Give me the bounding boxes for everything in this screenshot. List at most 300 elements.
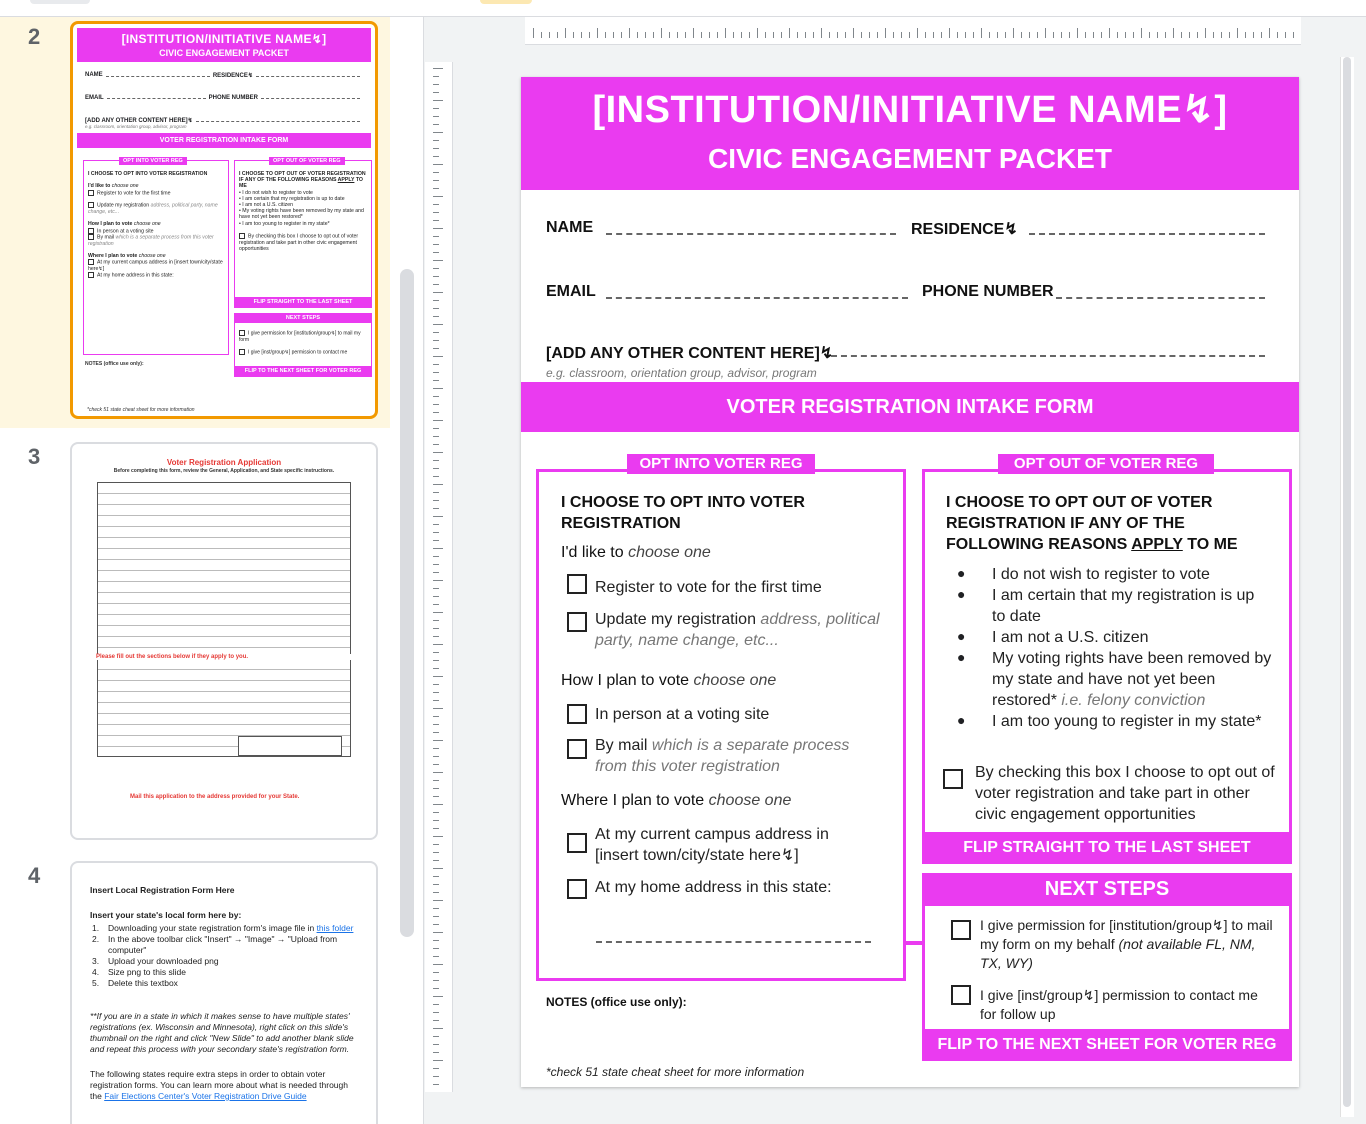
mini-title: [INSTITUTION/INITIATIVE NAME↯] — [121, 32, 327, 46]
vertical-ruler[interactable] — [425, 62, 453, 1092]
ruler-tick — [433, 676, 443, 677]
ruler-tick — [1141, 28, 1142, 38]
ruler-tick — [433, 788, 439, 789]
ruler-tick — [725, 28, 726, 38]
campus-address-checkbox[interactable] — [567, 833, 587, 853]
ruler-tick — [433, 628, 439, 629]
slide-header — [521, 77, 1299, 190]
mini-flip1: FLIP STRAIGHT TO THE LAST SHEET — [234, 297, 372, 307]
ruler-tick — [433, 404, 439, 405]
ruler-tick — [433, 396, 439, 397]
ruler-tick — [765, 32, 766, 38]
ruler-tick — [433, 556, 439, 557]
ruler-tick — [1021, 32, 1022, 38]
ruler-tick — [433, 524, 439, 525]
ruler-tick — [1109, 28, 1110, 38]
email-line — [606, 297, 908, 299]
mini-subtitle: CIVIC ENGAGEMENT PACKET — [159, 48, 289, 58]
ruler-tick — [433, 588, 439, 589]
ruler-tick — [1157, 32, 1158, 38]
ruler-tick — [981, 28, 982, 38]
option-text: At my home address in this state: — [595, 879, 832, 896]
ruler-tick — [1245, 32, 1246, 38]
ruler-tick — [1285, 32, 1286, 38]
phone-label: PHONE NUMBER — [922, 283, 1054, 300]
ruler-tick — [433, 1068, 439, 1069]
next-step-text: I give [inst/group↯] permission to contact me for follow up — [980, 987, 1258, 1022]
mini4-paragraph: The following states require extra steps in order to obtain voter registration forms. You can learn more about what is needed through the Fair Elections Center's Voter Registration Drive Guide — [90, 1069, 348, 1101]
name-line — [606, 233, 896, 235]
ruler-tick — [433, 988, 439, 989]
ruler-tick — [565, 28, 566, 38]
slide-number: 2 — [28, 24, 41, 49]
ruler-tick — [629, 28, 630, 38]
ruler-tick — [433, 548, 443, 549]
opt-in-heading: I CHOOSE TO OPT INTO VOTER REGISTRATION — [561, 494, 805, 532]
list-item: 2. In the above toolbar click "Insert" → "Image" → "Upload from computer" — [92, 934, 338, 955]
ruler-tick — [433, 604, 439, 605]
update-registration-checkbox[interactable] — [567, 612, 587, 632]
ruler-tick — [1133, 32, 1134, 38]
ruler-tick — [433, 364, 439, 365]
mini-next-box: I give permission for [institution/group↯] to mail my form I give [inst/group↯] permission to contact me — [234, 313, 372, 377]
ruler-tick — [433, 908, 439, 909]
ruler-tick — [645, 32, 646, 38]
ruler-tick — [433, 532, 439, 533]
filmstrip-row-4[interactable] — [0, 843, 390, 1124]
register-first-time-checkbox[interactable] — [567, 574, 587, 594]
ruler-tick — [813, 32, 814, 38]
ruler-tick — [433, 636, 439, 637]
ruler-tick — [1013, 28, 1014, 38]
mail-permission-checkbox[interactable] — [951, 920, 971, 940]
mini-hint: e.g. classroom, orientation group, advisor, program — [85, 124, 187, 129]
next-steps-title: NEXT STEPS — [922, 873, 1292, 906]
ruler-tick — [433, 764, 439, 765]
ruler-tick — [933, 32, 934, 38]
list-item: 3. Upload your downloaded png — [92, 956, 219, 966]
slide-subtitle[interactable]: CIVIC ENGAGEMENT PACKET — [708, 143, 1112, 174]
ruler-tick — [709, 32, 710, 38]
home-address-line — [596, 941, 871, 943]
ruler-tick — [433, 1084, 439, 1085]
mini4-subheading: Insert your state's local form here by: — [90, 910, 242, 920]
mini-row-email — [85, 95, 363, 101]
bullet-icon: ● — [957, 712, 966, 728]
ruler-tick — [1149, 32, 1150, 38]
ruler-tick — [433, 180, 439, 181]
ruler-tick — [433, 76, 439, 77]
ruler-tick — [1237, 28, 1238, 38]
ruler-tick — [1205, 28, 1206, 38]
ruler-tick — [433, 164, 443, 165]
ruler-tick — [677, 32, 678, 38]
ruler-tick — [433, 580, 443, 581]
residence-line — [1029, 233, 1265, 235]
mini-instructions — [72, 863, 376, 1102]
ruler-tick — [433, 124, 439, 125]
ruler-tick — [433, 836, 443, 837]
in-person-checkbox[interactable] — [567, 704, 587, 724]
ruler-tick — [433, 804, 443, 805]
mini-optout-box: I CHOOSE TO OPT OUT OF VOTER REGISTRATION IF ANY OF THE FOLLOWING REASONS APPLY TO ME • I do not wish to register to vote • I am certain that my registration is up to date • I am not a U.S. citizen • My voting rights have been removed by my state and have not yet been restored* • I am too young to register in my state* By checking this box I choose to opt out of voter registration and take part in other civic engagement opportunities — [234, 160, 372, 308]
email-label: EMAIL — [546, 283, 596, 300]
mini-header — [77, 28, 371, 62]
ruler-tick — [433, 348, 439, 349]
ruler-tick — [1197, 32, 1198, 38]
ruler-tick — [669, 32, 670, 38]
guide-link[interactable]: Fair Elections Center's Voter Registration Drive Guide — [104, 1091, 307, 1101]
ruler-tick — [597, 28, 598, 38]
ruler-tick — [433, 68, 443, 69]
connector — [903, 941, 923, 945]
ruler-tick — [433, 204, 439, 205]
ruler-tick — [433, 148, 439, 149]
ruler-tick — [433, 316, 439, 317]
mini-columns — [77, 148, 371, 374]
ruler-tick — [893, 32, 894, 38]
ruler-tick — [433, 644, 443, 645]
other-content-label: [ADD ANY OTHER CONTENT HERE]↯ — [546, 345, 834, 362]
by-mail-checkbox[interactable] — [567, 739, 587, 759]
opt-out-label: OPT OUT OF VOTER REG — [998, 454, 1214, 474]
ruler-tick — [1101, 32, 1102, 38]
ruler-tick — [433, 996, 443, 997]
ruler-tick — [805, 32, 806, 38]
mini-label: [ADD ANY OTHER CONTENT HERE]↯ — [85, 118, 193, 124]
ruler-tick — [653, 32, 654, 38]
ruler-tick — [433, 828, 439, 829]
filmstrip-row-3[interactable] — [0, 428, 390, 843]
slide-number: 3 — [28, 444, 41, 469]
ruler-tick — [1213, 32, 1214, 38]
ruler-tick — [941, 32, 942, 38]
ruler-tick — [433, 876, 439, 877]
mini4-steps — [90, 923, 358, 989]
ruler-tick — [433, 332, 439, 333]
ruler-tick — [1061, 32, 1062, 38]
ruler-tick — [757, 28, 758, 38]
ruler-tick — [965, 32, 966, 38]
ruler-tick — [433, 700, 439, 701]
mini-optin-label: OPT INTO VOTER REG — [119, 157, 187, 165]
ruler-tick — [433, 452, 443, 453]
ruler-tick — [693, 28, 694, 38]
ruler-tick — [821, 28, 822, 38]
ruler-tick — [433, 340, 439, 341]
ruler-tick — [957, 32, 958, 38]
other-line — [831, 355, 1265, 357]
option-text: In person at a voting site — [595, 706, 770, 723]
ruler-tick — [877, 32, 878, 38]
ruler-tick — [433, 660, 439, 661]
ruler-tick — [433, 564, 439, 565]
ruler-tick — [869, 32, 870, 38]
ruler-tick — [433, 948, 439, 949]
slide-canvas[interactable] — [521, 77, 1299, 1087]
bullet-icon: ● — [957, 649, 966, 665]
opt-out-heading: I CHOOSE TO OPT OUT OF VOTER REGISTRATION IF ANY OF THE FOLLOWING REASONS APPLY TO ME — [946, 494, 1238, 553]
ruler-tick — [853, 28, 854, 38]
ruler-tick — [917, 28, 918, 38]
ruler-tick — [741, 32, 742, 38]
ruler-tick — [1053, 32, 1054, 38]
ruler-tick — [433, 108, 439, 109]
list-item: 5. Delete this textbox — [92, 978, 178, 988]
ruler-tick — [1293, 32, 1294, 38]
ruler-tick — [433, 276, 439, 277]
bullet-icon: ● — [957, 586, 966, 602]
ruler-tick — [433, 212, 439, 213]
ruler-tick — [433, 916, 439, 917]
ruler-tick — [637, 32, 638, 38]
home-address-checkbox[interactable] — [567, 879, 587, 899]
mini-label: EMAIL — [85, 95, 104, 101]
ruler-tick — [433, 444, 439, 445]
ruler-tick — [973, 32, 974, 38]
ruler-tick — [433, 812, 439, 813]
ruler-tick — [433, 140, 439, 141]
ruler-tick — [901, 32, 902, 38]
ruler-tick — [433, 356, 443, 357]
name-label: NAME — [546, 219, 594, 236]
ruler-tick — [433, 252, 439, 253]
ruler-tick — [1253, 32, 1254, 38]
slide-thumbnail-4[interactable] — [70, 861, 378, 1124]
intake-form-band: VOTER REGISTRATION INTAKE FORM — [521, 382, 1299, 432]
next-step-text: I give permission for [institution/group↯] to mail my form on my behalf (not available FL, NM, TX, WY) — [980, 917, 1273, 971]
ruler-tick — [549, 32, 550, 38]
ruler-tick — [1229, 32, 1230, 38]
ruler-tick — [1261, 32, 1262, 38]
ruler-tick — [433, 716, 439, 717]
ruler-tick — [433, 84, 439, 85]
option-text: At my current campus address in [insert town/city/state here↯] — [595, 826, 829, 864]
reason-text: I am not a U.S. citizen — [992, 629, 1149, 646]
ruler-tick — [433, 1044, 439, 1045]
flip-next-sheet-banner: FLIP TO THE NEXT SHEET FOR VOTER REG — [922, 1029, 1292, 1061]
ruler-tick — [433, 852, 439, 853]
opt-out-checkbox[interactable] — [943, 769, 963, 789]
reason-text: I am certain that my registration is up to date — [992, 587, 1255, 625]
ruler-tick — [1277, 32, 1278, 38]
slide-filmstrip — [0, 17, 424, 1124]
filmstrip-scrollbar[interactable] — [400, 269, 414, 937]
ruler-tick — [989, 32, 990, 38]
how-heading: How I plan to vote choose one — [561, 672, 777, 689]
ruler-tick — [433, 884, 439, 885]
ruler-tick — [433, 268, 439, 269]
ruler-tick — [433, 724, 439, 725]
ruler-tick — [433, 692, 439, 693]
opt-in-label: OPT INTO VOTER REG — [627, 454, 815, 474]
ruler-tick — [433, 300, 439, 301]
ruler-tick — [1165, 32, 1166, 38]
option-text: Update my registration address, political party, name change, etc... — [595, 611, 880, 649]
mini4-heading: Insert Local Registration Form Here — [90, 885, 235, 895]
editor-scrollbar-thumb[interactable] — [1343, 57, 1351, 1107]
ruler-tick — [433, 372, 439, 373]
reason-text: I am too young to register in my state* — [992, 713, 1262, 730]
list-item: 1. Downloading your state registration form's image file in this folder — [92, 923, 354, 933]
horizontal-ruler[interactable] — [525, 17, 1301, 45]
ruler-tick — [1093, 32, 1094, 38]
ruler-tick — [433, 756, 439, 757]
ruler-tick — [581, 32, 582, 38]
mini-form-mail: Mail this application to the address provided for your State. — [130, 794, 300, 800]
ruler-tick — [433, 284, 439, 285]
toolbar-button-fragment[interactable] — [30, 0, 90, 4]
ruler-tick — [845, 32, 846, 38]
ruler-tick — [861, 32, 862, 38]
ruler-tick — [433, 420, 443, 421]
slide-thumbnail-2[interactable] — [70, 21, 378, 419]
mini-label: NAME — [85, 72, 103, 78]
ruler-tick — [1037, 32, 1038, 38]
ruler-tick — [433, 708, 443, 709]
ruler-tick — [433, 500, 439, 501]
reason-text: My voting rights have been removed by my state and have not yet been restored* i.e. felony conviction — [992, 650, 1272, 709]
ruler-tick — [433, 516, 443, 517]
ruler-tick — [433, 652, 439, 653]
ruler-tick — [605, 32, 606, 38]
ruler-tick — [433, 156, 439, 157]
ruler-tick — [621, 32, 622, 38]
ruler-tick — [433, 932, 443, 933]
option-text: By mail which is a separate process from this voter registration — [595, 737, 850, 775]
slide-number: 4 — [28, 863, 41, 888]
ruler-tick — [1045, 28, 1046, 38]
mini-optin-box: I CHOOSE TO OPT INTO VOTER REGISTRATION I'd like to choose one Register to vote for the first time Update my registration address, political party, name change, etc... How I plan to vote choose one In person at a voting site By mail which is a separate process from this voter registration Where I plan to vote choose one At my current campus address in [insert town/city/state here↯] At my home address in this state: — [83, 160, 229, 355]
ruler-tick — [1221, 32, 1222, 38]
ruler-tick — [1029, 32, 1030, 38]
ruler-tick — [433, 308, 439, 309]
ruler-tick — [433, 1036, 439, 1037]
ruler-tick — [433, 116, 439, 117]
bullet-icon: ● — [957, 628, 966, 644]
ruler-tick — [433, 860, 439, 861]
ruler-tick — [949, 28, 950, 38]
ruler-tick — [433, 460, 439, 461]
ruler-tick — [1069, 32, 1070, 38]
ruler-tick — [433, 620, 439, 621]
mini-flip2: FLIP TO THE NEXT SHEET FOR VOTER REG — [234, 366, 372, 376]
ruler-tick — [433, 820, 439, 821]
mini-row-name — [85, 72, 363, 79]
contact-permission-checkbox[interactable] — [951, 985, 971, 1005]
ruler-tick — [433, 260, 443, 261]
ruler-tick — [433, 900, 443, 901]
ruler-tick — [773, 32, 774, 38]
ruler-tick — [717, 32, 718, 38]
mini-form-grid — [97, 482, 351, 757]
ruler-tick — [789, 28, 790, 38]
ruler-tick — [925, 32, 926, 38]
ruler-tick — [541, 32, 542, 38]
ruler-tick — [701, 32, 702, 38]
ruler-tick — [829, 32, 830, 38]
ruler-tick — [997, 32, 998, 38]
ruler-tick — [433, 100, 443, 101]
ruler-tick — [433, 380, 439, 381]
ruler-tick — [685, 32, 686, 38]
ruler-tick — [433, 540, 439, 541]
mini-form-red: Please fill out the sections below if they apply to you. — [96, 654, 352, 660]
ruler-tick — [433, 172, 439, 173]
ruler-tick — [433, 1012, 439, 1013]
ruler-tick — [433, 132, 443, 133]
ruler-tick — [781, 32, 782, 38]
ruler-tick — [433, 1028, 443, 1029]
ruler-tick — [433, 940, 439, 941]
ruler-tick — [1125, 32, 1126, 38]
ruler-tick — [433, 1060, 443, 1061]
ruler-tick — [433, 892, 439, 893]
slide-editor — [425, 17, 1366, 1124]
ruler-tick — [433, 244, 439, 245]
ruler-tick — [433, 780, 439, 781]
folder-link[interactable]: this folder — [316, 923, 354, 933]
other-hint: e.g. classroom, orientation group, advisor, program — [546, 366, 817, 380]
ruler-tick — [1117, 32, 1118, 38]
mini-form-subtitle: Before completing this form, review the General, Application, and State specific instructions. — [113, 468, 335, 474]
ruler-tick — [1085, 32, 1086, 38]
mini-optout-label: OPT OUT OF VOTER REG — [269, 157, 345, 165]
filmstrip-row-2[interactable] — [0, 17, 390, 428]
slide-thumbnail-3[interactable] — [70, 442, 378, 840]
ruler-tick — [433, 844, 439, 845]
ruler-tick — [433, 412, 439, 413]
ruler-tick — [661, 28, 662, 38]
ruler-tick — [433, 484, 443, 485]
ruler-tick — [433, 732, 439, 733]
ruler-tick — [589, 32, 590, 38]
ruler-tick — [885, 28, 886, 38]
ruler-tick — [433, 436, 439, 437]
ruler-tick — [909, 32, 910, 38]
ruler-tick — [433, 684, 439, 685]
ruler-tick — [433, 980, 439, 981]
toolbar-highlight-fragment[interactable] — [480, 0, 532, 4]
ruler-tick — [433, 324, 443, 325]
mini-map — [238, 736, 342, 756]
ruler-tick — [433, 228, 443, 229]
flip-last-sheet-banner: FLIP STRAIGHT TO THE LAST SHEET — [922, 832, 1292, 864]
ruler-tick — [433, 572, 439, 573]
list-item: 4. Size png to this slide — [92, 967, 186, 977]
ruler-tick — [1189, 32, 1190, 38]
where-heading: Where I plan to vote choose one — [561, 792, 792, 809]
ruler-tick — [1269, 28, 1270, 38]
ruler-tick — [1077, 28, 1078, 38]
ruler-tick — [533, 28, 534, 38]
mini-band: VOTER REGISTRATION INTAKE FORM — [77, 133, 371, 148]
ruler-tick — [433, 1004, 439, 1005]
ruler-tick — [433, 956, 439, 957]
ruler-tick — [433, 236, 439, 237]
mini-row-other — [85, 117, 363, 124]
ruler-tick — [433, 868, 443, 869]
ruler-tick — [733, 32, 734, 38]
ruler-tick — [433, 772, 443, 773]
slide-title[interactable]: [INSTITUTION/INITIATIVE NAME↯] — [592, 89, 1228, 131]
ruler-tick — [433, 740, 443, 741]
ruler-tick — [557, 32, 558, 38]
ruler-tick — [433, 428, 439, 429]
ruler-tick — [433, 292, 443, 293]
ruler-tick — [433, 924, 439, 925]
ruler-tick — [433, 468, 439, 469]
